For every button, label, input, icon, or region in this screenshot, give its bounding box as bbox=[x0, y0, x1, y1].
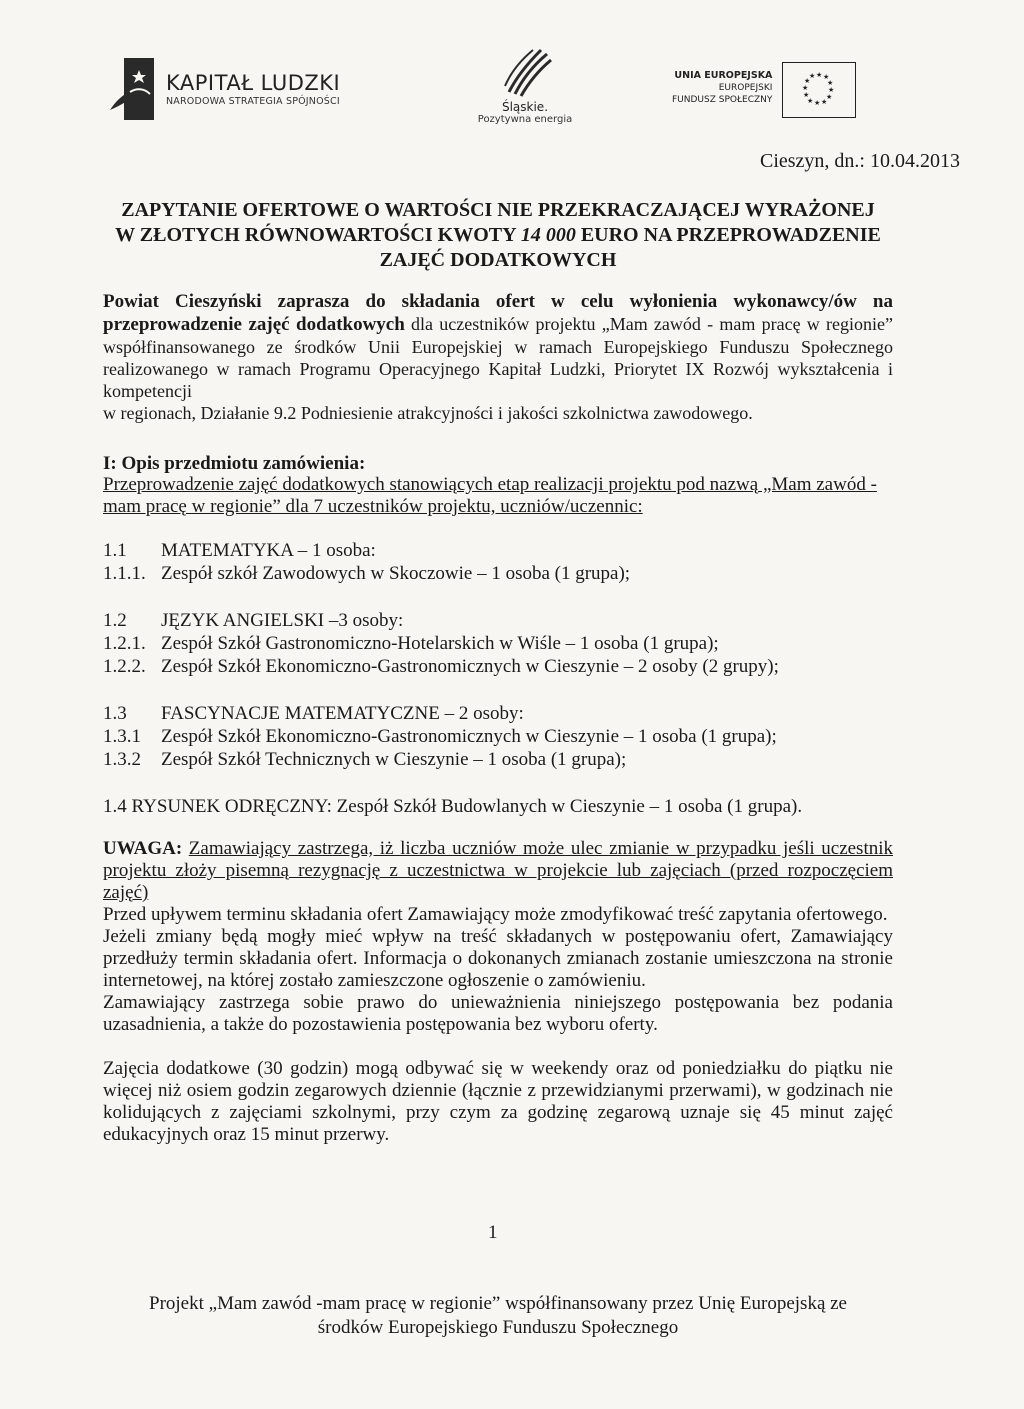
list-item bbox=[103, 540, 376, 562]
item-number: 1.2.2. bbox=[103, 656, 146, 677]
page-number: 1 bbox=[488, 1222, 498, 1243]
item-text: JĘZYK ANGIELSKI –3 osoby: bbox=[161, 610, 404, 631]
item-text: Zespół Szkół Technicznych w Cieszynie – 1 osoba (1 grupa); bbox=[161, 749, 627, 770]
slaskie-subtitle: Pozytywna energia bbox=[477, 114, 573, 125]
item-number: 1.2.1. bbox=[103, 633, 146, 654]
uwaga-label: UWAGA: bbox=[103, 838, 183, 859]
slaskie-waves-icon bbox=[495, 46, 555, 98]
svg-text:★: ★ bbox=[823, 73, 830, 81]
svg-text:★: ★ bbox=[826, 93, 833, 101]
eu-logo bbox=[672, 62, 856, 118]
eu-stars-icon bbox=[783, 63, 854, 116]
eu-flag bbox=[782, 62, 856, 118]
item-text: Zespół Szkół Ekonomiczno-Gastronomicznych w Cieszynie – 2 osoby (2 grupy); bbox=[161, 656, 779, 677]
item-text: Zespół Szkół Gastronomiczno-Hotelarskich w Wiśle – 1 osoba (1 grupa); bbox=[161, 633, 719, 654]
list-item bbox=[103, 563, 630, 585]
slaskie-logo bbox=[470, 46, 580, 125]
spacer bbox=[103, 1036, 893, 1058]
page-footer bbox=[103, 1292, 893, 1340]
title-line-3: ZAJĘĆ DODATKOWYCH bbox=[379, 249, 617, 271]
svg-text:★: ★ bbox=[807, 97, 814, 105]
kapital-ludzki-subtitle: NARODOWA STRATEGIA SPÓJNOŚCI bbox=[166, 95, 340, 107]
item-number: 1.1 bbox=[103, 540, 127, 561]
kapital-ludzki-title: KAPITAŁ LUDZKI bbox=[166, 70, 341, 95]
list-item bbox=[103, 656, 779, 678]
list-item bbox=[103, 633, 719, 655]
section-1-heading: I: Opis przedmiotu zamówienia: bbox=[103, 453, 366, 474]
svg-text:★: ★ bbox=[814, 99, 821, 107]
list-item bbox=[103, 703, 524, 725]
svg-text:★: ★ bbox=[827, 79, 834, 87]
item-text: Zespół szkół Zawodowych w Skoczowie – 1 osoba (1 grupa); bbox=[161, 563, 631, 584]
slaskie-title: Śląskie. bbox=[501, 100, 549, 114]
uwaga-paragraph-1: Przed upływem terminu składania ofert Zamawiający może zmodyfikować treść zapytania ofertowego. bbox=[103, 904, 888, 925]
svg-text:★: ★ bbox=[804, 77, 811, 85]
list-item bbox=[103, 610, 403, 632]
section-1-description: Przeprowadzenie zajęć dodatkowych stanowiących etap realizacji projektu pod nazwą „Mam zawód - mam pracę w regionie” dla 7 uczestników projektu, uczniów/uczennic: bbox=[103, 474, 877, 517]
item-text: FASCYNACJE MATEMATYCZNE – 2 osoby: bbox=[161, 703, 524, 724]
item-text: MATEMATYKA – 1 osoba: bbox=[161, 540, 376, 561]
uwaga-underlined: Zamawiający zastrzega, iż liczba uczniów może ulec zmianie w przypadku jeśli uczestnik projektu złoży pisemną rezygnację z uczestnictwa w projekcie lub zajęciach (przed rozpoczęciem zajęć) bbox=[103, 838, 894, 903]
intro-lead: Powiat Cieszyński zaprasza do składania ofert w celu wyłonienia wykonawcy/ów na przeprowadzenie zajęć dodatkowych bbox=[103, 291, 893, 335]
list-item bbox=[103, 726, 777, 748]
uwaga-paragraph-3: Zamawiający zastrzega sobie prawo do unieważnienia niniejszego postępowania bez podania uzasadnienia, a także do pozostawienia postępowania bez wyboru oferty. bbox=[103, 992, 893, 1035]
uwaga-section bbox=[103, 838, 893, 1146]
item-number: 1.3.2 bbox=[103, 749, 141, 770]
svg-text:★: ★ bbox=[809, 72, 816, 80]
list-item bbox=[103, 796, 802, 818]
title-line-1: ZAPYTANIE OFERTOWE O WARTOŚCI NIE PRZEKRACZAJĄCEJ WYRAŻONEJ bbox=[121, 199, 875, 221]
footer-line-1: Projekt „Mam zawód -mam pracę w regionie” współfinansowany przez Unię Europejską ze bbox=[149, 1293, 847, 1314]
title-line-2 bbox=[103, 223, 893, 248]
title-amount: 14 000 bbox=[520, 224, 576, 246]
intro-rest: dla uczestników projektu „Mam zawód - mam pracę w regionie” współfinansowanego ze środków Unii Europejskiej w ramach Europejskiego Funduszu Społecznego realizowanego w ramach Programu Operacyjnego Kapitał Ludzki, Priorytet IX Rozwój wykształcenia i kompetencji bbox=[103, 314, 893, 401]
item-text: RYSUNEK ODRĘCZNY: Zespół Szkół Budowlanych w Cieszynie – 1 osoba (1 grupa). bbox=[131, 796, 803, 817]
document-date: Cieszyn, dn.: 10.04.2013 bbox=[760, 150, 960, 172]
eu-line-1: UNIA EUROPEJSKA bbox=[674, 70, 773, 81]
svg-text:★: ★ bbox=[816, 71, 823, 79]
list-item bbox=[103, 749, 626, 771]
svg-text:★: ★ bbox=[803, 91, 810, 99]
kapital-ludzki-logo bbox=[108, 58, 340, 120]
kapital-ludzki-emblem-icon bbox=[108, 58, 156, 120]
item-number: 1.4 bbox=[103, 796, 127, 817]
title-line-2-a: W ZŁOTYCH RÓWNOWARTOŚCI KWOTY bbox=[115, 224, 521, 246]
item-number: 1.2 bbox=[103, 610, 127, 631]
eu-line-2: EUROPEJSKI bbox=[718, 83, 773, 93]
item-text: Zespół Szkół Ekonomiczno-Gastronomicznych w Cieszynie – 1 osoba (1 grupa); bbox=[161, 726, 777, 747]
item-number: 1.3 bbox=[103, 703, 127, 724]
eu-line-3: FUNDUSZ SPOŁECZNY bbox=[672, 95, 773, 105]
svg-text:★: ★ bbox=[828, 86, 835, 94]
intro-last: w regionach, Działanie 9.2 Podniesienie atrakcyjności i jakości szkolnictwa zawodowego. bbox=[103, 403, 753, 423]
uwaga-paragraph-4: Zajęcia dodatkowe (30 godzin) mogą odbywać się w weekendy oraz od poniedziałku do piątku nie więcej niż osiem godzin zegarowych dziennie (łącznie z przewidzianymi przerwami), w godzinach nie kolidujących z zajęciami szkolnymi, przy czym za godzinę zegarową uznaje się 45 minut zajęć edukacyjnych oraz 15 minut przerwy. bbox=[103, 1058, 893, 1145]
intro-paragraph bbox=[103, 290, 893, 424]
svg-text:★: ★ bbox=[821, 98, 828, 106]
uwaga-note bbox=[103, 838, 893, 904]
item-number: 1.3.1 bbox=[103, 726, 141, 747]
title-line-2-b: EURO NA PRZEPROWADZENIE bbox=[575, 224, 881, 246]
footer-line-2: środków Europejskiego Funduszu Społecznego bbox=[317, 1317, 679, 1338]
document-title bbox=[103, 198, 893, 273]
uwaga-paragraph-2: Jeżeli zmiany będą mogły mieć wpływ na treść składanych w postępowaniu ofert, Zamawiający przedłuży termin składania ofert. Informacja o dokonanych zmianach zostanie umieszczona na stronie internetowej, na której zostało zamieszczone ogłoszenie o zamówieniu. bbox=[103, 926, 893, 991]
item-number: 1.1.1. bbox=[103, 563, 146, 584]
svg-text:★: ★ bbox=[802, 84, 809, 92]
